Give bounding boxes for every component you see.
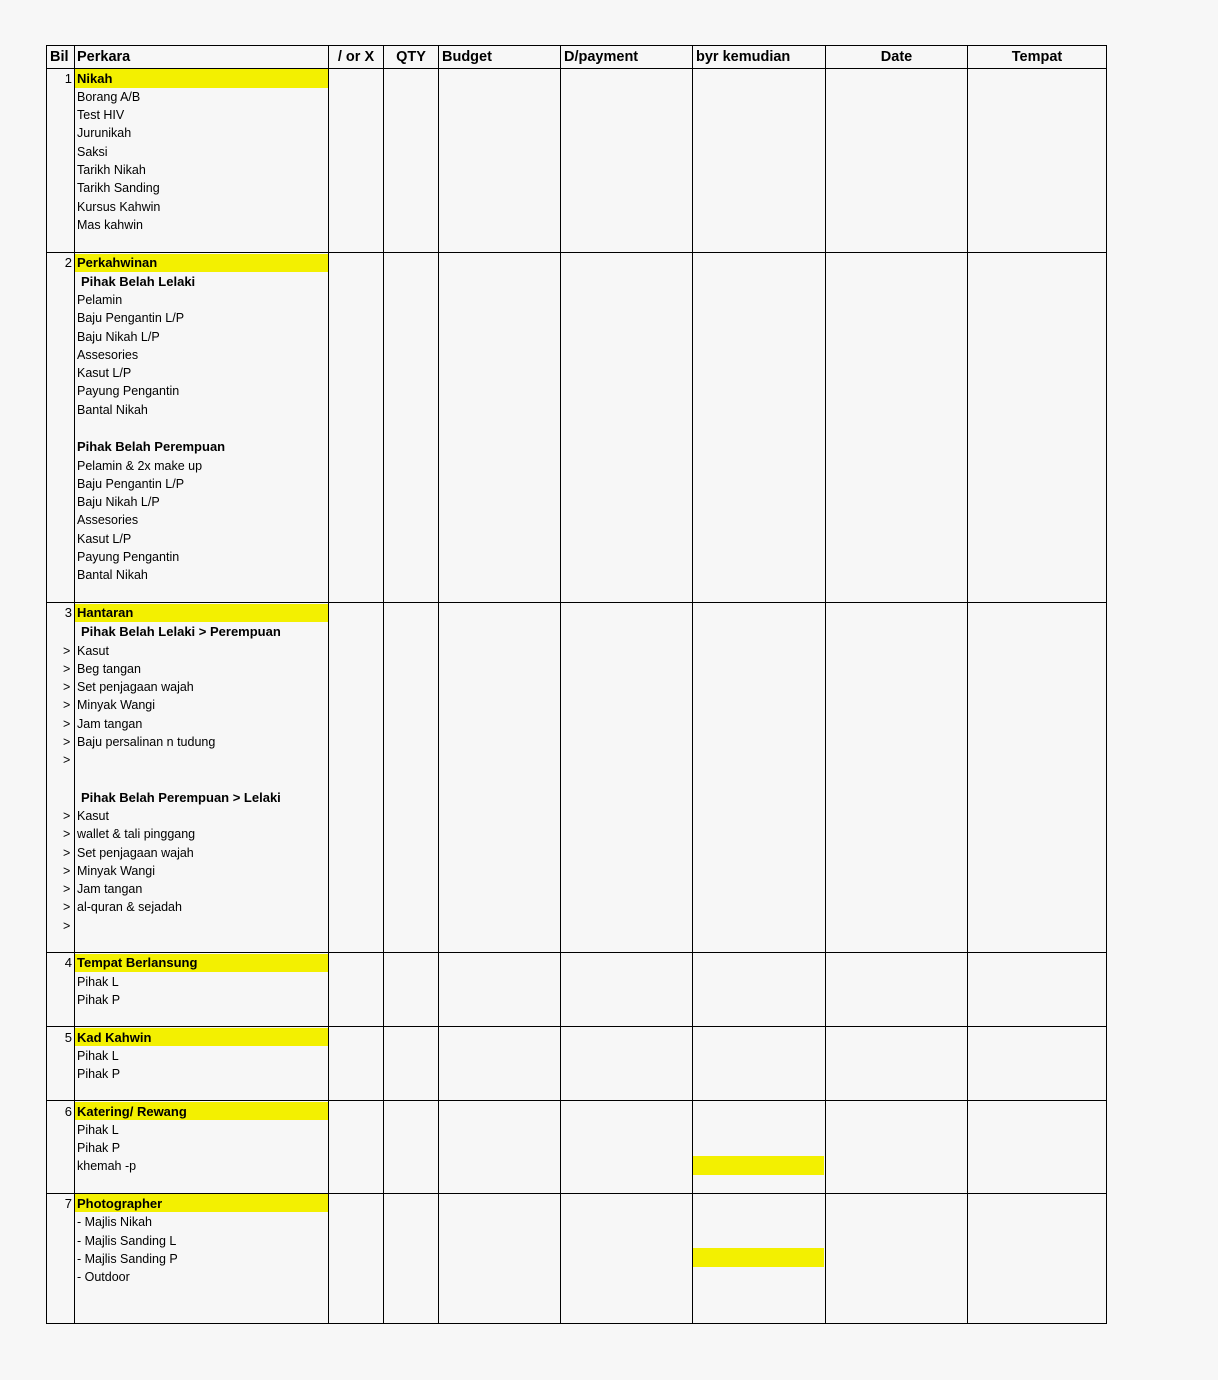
section-number: 4 — [64, 955, 72, 970]
bullet-marker: > — [63, 900, 71, 914]
list-item: Borang A/B — [77, 90, 141, 104]
subsection-title: Pihak Belah Perempuan — [77, 439, 226, 454]
list-item: Mas kahwin — [77, 218, 143, 232]
section-title-katering: Katering/ Rewang — [77, 1104, 187, 1119]
header-perkara: Perkara — [77, 49, 131, 65]
list-item: Jurunikah — [77, 126, 132, 140]
bullet-marker: > — [63, 864, 71, 878]
list-item: Set penjagaan wajah — [77, 846, 194, 860]
list-item: al-quran & sejadah — [77, 900, 182, 914]
list-item: Pihak L — [77, 975, 119, 989]
list-item: Kasut L/P — [77, 532, 132, 546]
list-item: Saksi — [77, 145, 108, 159]
list-item: Baju Pengantin L/P — [77, 311, 185, 325]
list-item: Payung Pengantin — [77, 550, 180, 564]
list-item: Jam tangan — [77, 717, 143, 731]
header-dpayment: D/payment — [564, 49, 639, 65]
section-number: 6 — [64, 1104, 72, 1119]
bullet-marker: > — [63, 735, 71, 749]
section-number: 7 — [64, 1196, 72, 1211]
section-number: 3 — [64, 605, 72, 620]
list-item: Baju Nikah L/P — [77, 330, 160, 344]
bullet-marker: > — [63, 698, 71, 712]
list-item: Assesories — [77, 348, 139, 362]
section-title-tempat-berlansung: Tempat Berlansung — [77, 955, 198, 970]
list-item: Kursus Kahwin — [77, 200, 161, 214]
subsection-title: Pihak Belah Lelaki > Perempuan — [81, 624, 281, 639]
list-item: Pihak L — [77, 1049, 119, 1063]
list-item: Pihak P — [77, 993, 121, 1007]
list-item: Kasut — [77, 809, 109, 823]
header-qty: QTY — [396, 49, 426, 65]
header-tempat: Tempat — [1011, 49, 1063, 65]
list-item: Assesories — [77, 513, 139, 527]
list-item: khemah -p — [77, 1159, 137, 1173]
list-item: Tarikh Sanding — [77, 181, 160, 195]
section-number: 5 — [64, 1030, 72, 1045]
highlight-nikah — [75, 69, 328, 88]
section-number: 2 — [64, 255, 72, 270]
bullet-marker: > — [63, 644, 71, 658]
bullet-marker: > — [63, 919, 71, 933]
bullet-marker: > — [63, 717, 71, 731]
subsection-title: Pihak Belah Perempuan > Lelaki — [81, 790, 281, 805]
list-item: - Majlis Sanding L — [77, 1234, 177, 1248]
header-byr-kemudian: byr kemudian — [696, 49, 791, 65]
list-item: Tarikh Nikah — [77, 163, 146, 177]
header-tick: / or X — [337, 49, 375, 65]
header-budget: Budget — [442, 49, 492, 65]
list-item: Beg tangan — [77, 662, 141, 676]
highlight-byr-katering — [693, 1156, 824, 1175]
bullet-marker: > — [63, 680, 71, 694]
bullet-marker: > — [63, 827, 71, 841]
list-item: Set penjagaan wajah — [77, 680, 194, 694]
list-item: Pelamin — [77, 293, 123, 307]
section-title-perkahwinan: Perkahwinan — [77, 255, 158, 270]
section-title-photographer: Photographer — [77, 1196, 163, 1211]
subsection-title: Pihak Belah Lelaki — [81, 274, 196, 289]
checklist-table — [46, 45, 1107, 1324]
section-number: 1 — [64, 71, 72, 86]
list-item: - Majlis Sanding P — [77, 1252, 178, 1266]
list-item: Minyak Wangi — [77, 864, 156, 878]
list-item: Jam tangan — [77, 882, 143, 896]
bullet-marker: > — [63, 809, 71, 823]
highlight-byr-photographer — [693, 1248, 824, 1267]
bullet-marker: > — [63, 846, 71, 860]
list-item: Baju Nikah L/P — [77, 495, 160, 509]
bullet-marker: > — [63, 882, 71, 896]
list-item: Pihak L — [77, 1123, 119, 1137]
section-title-kad-kahwin: Kad Kahwin — [77, 1030, 152, 1045]
list-item: wallet & tali pinggang — [77, 827, 196, 841]
list-item: - Majlis Nikah — [77, 1215, 153, 1229]
bullet-marker: > — [63, 662, 71, 676]
bullet-marker: > — [63, 753, 71, 767]
list-item: Pihak P — [77, 1067, 121, 1081]
list-item: Bantal Nikah — [77, 403, 148, 417]
list-item: - Outdoor — [77, 1270, 130, 1284]
list-item: Kasut — [77, 644, 109, 658]
list-item: Kasut L/P — [77, 366, 132, 380]
list-item: Pelamin & 2x make up — [77, 459, 203, 473]
list-item: Bantal Nikah — [77, 568, 148, 582]
header-bil: Bil — [50, 49, 69, 65]
list-item: Baju persalinan n tudung — [77, 735, 216, 749]
header-date: Date — [880, 49, 913, 65]
list-item: Pihak P — [77, 1141, 121, 1155]
list-item: Test HIV — [77, 108, 125, 122]
list-item: Payung Pengantin — [77, 384, 180, 398]
list-item: Minyak Wangi — [77, 698, 156, 712]
list-item: Baju Pengantin L/P — [77, 477, 185, 491]
section-title-nikah: Nikah — [77, 71, 113, 86]
section-title-hantaran: Hantaran — [77, 605, 134, 620]
